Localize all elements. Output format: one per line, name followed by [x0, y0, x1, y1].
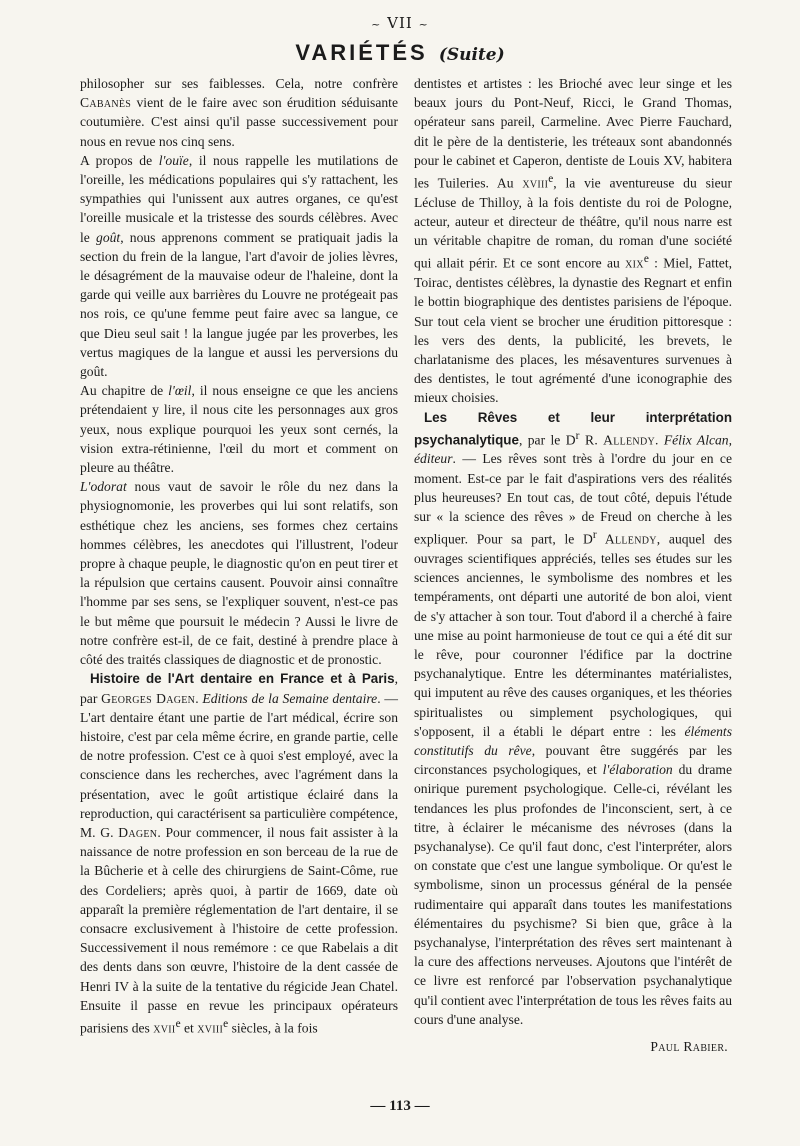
section-heading: [0, 40, 800, 66]
text: , par le D: [518, 432, 576, 448]
paragraph-left-3: [80, 381, 398, 477]
century: xviii: [197, 1020, 224, 1036]
text: .: [655, 432, 664, 448]
emphasis: goût: [96, 229, 121, 245]
text: Au chapitre de: [80, 383, 169, 399]
emphasis: l'élaboration: [602, 762, 673, 778]
paragraph-left-5: [80, 669, 398, 1037]
paragraph-right-1: [414, 74, 732, 408]
century: xviii: [522, 175, 549, 191]
paragraph-left-2: [80, 151, 398, 381]
text: du drame onirique purement psychologique. Celle-ci, révélant les tendances les plus profondes de l'inconscient, sert, à ce titre, à éclairer le mécanisme des névroses (dans la psychanalyse). Ce qu'il faut donc, c'est l'interpréter, alors on constate que c'est une langue symbolique. Or qu'est le symbolisme, sinon un processus général de la pensée rudimentaire qui apparaît dans toutes les manifestations élémentaires du psychisme? Si bien que, grâce à la psychanalyse, l'interprétation des rêves sert maintenant à la cure des affections nerveuses. Ajoutons que l'intérêt de ce livre est renforcé par l'observation psychanalytique qu'il contient avec l'interprétation de tous les rêves faits au cours d'une analyse.: [414, 762, 732, 1027]
review-publisher: Editions de la Semaine dentaire: [202, 690, 378, 706]
author-name: Allendy: [596, 531, 657, 547]
text: , auquel des ouvrages scientifiques appréciés, telles ses études sur les sciences anciennes, le symbolisme des nombres et les tempéraments, ont départi une autorité de bon aloi, vient de s'y attacher à son tour. Tout d'abord il a cherché à faire une mise au point harmonieuse de tout ce qui a été dit sur le rêve, pour couronner l'édifice par la doctrine psychanalytique. Entre les déterminantes matérialistes, qui imputent au rêve des causes organiques, et les théories spiritualistes ou simplement psychologiques, qui s'opposent, il a établi le départ entre : les: [414, 531, 732, 739]
review-author: R. Allendy: [579, 432, 655, 448]
text: . — L'art dentaire étant une partie de l'art médical, écrire son histoire, c'est par cela même écrire, en grande partie, celle de notre profession. C'est ce à quoi s'est employé, avec la conscience dans les recherches, avec l'agrément dans la présentation, avec le goût artistique éclairé dans la reproduction, qui caractérisent sa particulière compétence, M. G.: [80, 690, 399, 840]
folio-header: [0, 14, 800, 32]
text: philosopher sur ses faiblesses. Cela, notre confrère: [80, 76, 398, 91]
author-name: Dagen: [118, 824, 158, 840]
review-publisher: Félix Alcan, éditeur: [414, 432, 733, 467]
author-name: Cabanès: [80, 95, 132, 111]
review-title: Les Rêves et leur interprétation psychanalytique: [414, 409, 732, 448]
paragraph-left-1: [80, 74, 398, 151]
review-author: Georges Dagen: [101, 690, 196, 706]
superscript: e: [175, 1017, 181, 1030]
section-title: VARIÉTÉS: [295, 40, 428, 65]
text: , pouvant être suggérés par les circonstances psychologiques, et: [414, 743, 732, 778]
superscript: e: [223, 1017, 229, 1030]
text: . Pour commencer, il nous fait assister à la naissance de notre profession en son berceau de la rue de la Bûcherie et à celle des chirurgiens de Saint-Côme, rue des Cordeliers; après quoi, à partir de 1669, date où apparaît la première réglementation de l'art dentaire, il se consacre exclusivement à l'histoire de cette profession. Successivement il nous remémore : ce que Rabelais a dit des dents dans son œuvre, l'histoire de la dent cassée de Henri IV à la suite de la tentative du régicide Jean Chatel. Ensuite il passe en revue les principaux opérateurs parisiens des: [80, 824, 398, 1036]
paragraph-left-4: [80, 477, 398, 669]
superscript: r: [592, 529, 597, 542]
text: A propos de: [80, 152, 159, 168]
paragraph-right-2: [414, 408, 732, 1030]
folio-ornament-right: ~: [418, 18, 429, 31]
emphasis: L'odorat: [80, 479, 127, 495]
text: nous vaut de savoir le rôle du nez dans la physiognomonie, les proverbes qui lui sont relatifs, son esthétique chez les anciens, ses formes chez certains hommes célèbres, les anecdotes qui l'illustrent, l'odeur propre à chaque peuple, le diagnostic qu'on en peut tirer et la répulsion que certains causent. Pouvoir ainsi connaître l'homme par ses sens, se l'expliquer souvent, n'est-ce pas le but même que poursuit le médecin ? Aussi le livre de notre confrère est-il, de ce fait, destiné à prendre place à côté des traités classiques de diagnostic et de pronostic.: [80, 479, 398, 668]
century: xix: [625, 255, 644, 271]
superscript: e: [643, 253, 649, 266]
text: , la vie aventureuse du sieur Lécluse de Thilloy, à la fois dentiste du roi de Pologne, acteur, auteur et directeur de théâtre, qu'il nous narre est un véritable chapitre de roman, du roman d'une société qui allait périr. Et ce sont encore au: [414, 175, 732, 271]
text: , nous apprenons comment se pratiquait jadis la section du frein de la langue, l'art d'avoir de jolies lèvres, le désagrément de la mauvaise odeur de l'haleine, dont la garde qui veille aux barrières du Louvre ne protégeait pas nos rois, ce qu'une femme peut faire avec sa langue, ce que Dieu seul sait ! la langue jugée par les proverbes, les vertus magiques de la langue et aussi les perversions du goût.: [80, 229, 398, 380]
review-title: Histoire de l'Art dentaire en France et à Paris: [90, 671, 395, 687]
text: vient de le faire avec son érudition séduisante coutumière. C'est ainsi qu'il passe successivement pour nous en revue nos cinq sens.: [80, 95, 398, 149]
superscript: r: [575, 429, 580, 442]
emphasis: l'œil: [168, 383, 192, 399]
superscript: e: [548, 173, 554, 186]
page-number: — 113 —: [370, 1098, 430, 1114]
folio-number: VII: [387, 14, 413, 32]
text: , il nous rappelle les mutilations de l'oreille, les médications populaires qui s'y rattachent, les sympathies qui l'unissent aux autres organes, ce qu'est l'oreille musicale et la tristesse des sourds célèbres. Avec le: [80, 152, 398, 245]
text: et: [180, 1020, 198, 1036]
emphasis: éléments constitutifs du rêve: [414, 723, 732, 759]
folio-ornament-left: ~: [371, 18, 382, 31]
signature: Paul Rabier.: [650, 1039, 728, 1055]
emphasis: l'ouïe: [158, 152, 189, 168]
text: . — Les rêves sont très à l'ordre du jour en ce moment. Est-ce par le fait d'aspirations vers des réalités plus heureuses? En tout cas, de tout côté, depuis l'étude sur « la science des rêves » de Freud on cherche à les expliquer. Pour sa part, le D: [414, 451, 732, 547]
text: : Miel, Fattet, Toirac, dentistes célèbres, la dynastie des Regnart et enfin le bottin biographique des dentistes parisiens de l'époque. Sur tout cela vient se brocher une érudition pittoresque : les vers des dents, la publicité, les brevets, le charlatanisme des places, les mésaventures survenues à des dentistes, le tout agrémenté d'une iconographie des mieux choisies.: [414, 255, 732, 406]
text: siècles, à la fois: [228, 1020, 318, 1036]
right-column: [414, 74, 732, 1056]
century: xvii: [153, 1020, 176, 1036]
text: .: [195, 690, 203, 706]
section-subtitle: (Suite): [438, 45, 505, 65]
left-column: [80, 74, 398, 1038]
text: , il nous enseigne ce que les anciens prétendaient y lire, il nous cite les personnages aux gros yeux, nous explique pourquoi les yeux sont cernés, la vision extra-rétinienne, l'œil du mort et comment on pleure au théâtre.: [80, 383, 398, 476]
text: dentistes et artistes : les Brioché avec leur singe et les beaux jours du Pont-Neuf, Ricci, le Grand Thomas, opérateur sans pareil, Carmeline. Avec Pierre Fauchard, dit le père de la dentisterie, les tréteaux sont abandonnés pour le cabinet et Caperon, dentiste de Louis XV, habitera les Tuileries. Au: [414, 76, 732, 191]
text: , par: [80, 671, 398, 706]
